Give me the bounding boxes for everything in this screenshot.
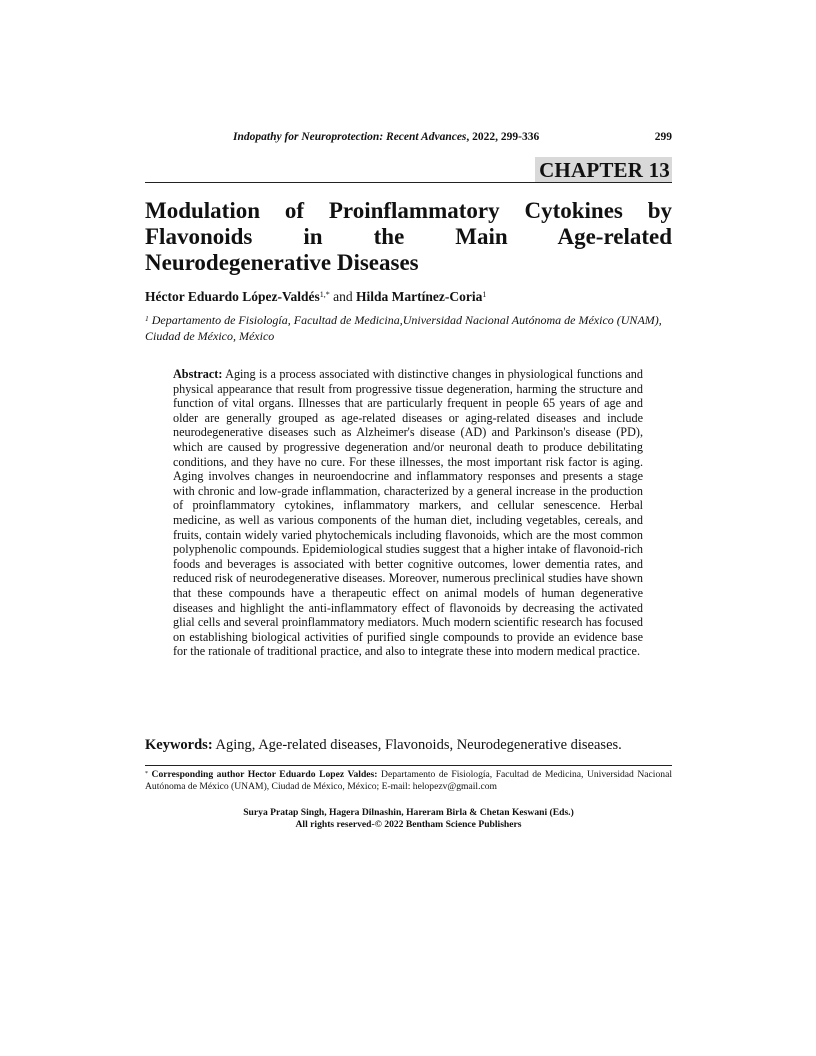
chapter-label: CHAPTER 13 — [535, 157, 672, 182]
journal-year-pages: , 2022, 299-336 — [466, 131, 540, 143]
affiliation-mark: 1 — [145, 314, 149, 323]
chapter-title — [145, 198, 672, 276]
abstract — [173, 367, 643, 659]
abstract-text: Aging is a process associated with distinctive changes in physiological functions and physical appearance that result from progressive tissue degeneration, harming the structure and function of vital organs. Illnesses that are particularly frequent in people 65 years of age and older are generally grouped as age-related diseases or aging-related diseases and include neurodegenerative diseases such as Alzheimer's disease (AD) and Parkinson's disease (PD), which are caused by progressive degeneration and/or neuronal death to produce debilitating conditions, and they have no cure. For these illnesses, the most important risk factor is aging. Aging involves changes in neuroendocrine and inflammatory responses and presents a stage with chronic and low-grade inflammation, characterized by a general increase in the production of proinflammatory cytokines, inflammatory markers, and cellular senescence. Herbal medicine, as well as various components of the human diet, including vegetables, cereals, and fruits, contain widely varied phytochemicals including flavonoids, which are the most common polyphenolic compounds. Epidemiological studies suggest that a higher intake of flavonoid-rich foods and beverages is associated with better cognitive outcomes, lower dementia rates, and reduced risk of neurodegenerative diseases. Moreover, numerous preclinical studies have shown that these compounds have a therapeutic effect on animal models of human degenerative diseases and highlight the anti-inflammatory effect of flavonoids by decreasing the activated glial cells and several proinflammatory mediators. Much modern scientific research has focused on establishing biological activities of purified single compounds to provide an evidence base for the rationale of traditional practice, and also to integrate these into modern medical practice. — [173, 367, 643, 659]
keywords-text: Aging, Age-related diseases, Flavonoids, Neurodegenerative diseases. — [212, 737, 622, 753]
author-conjunction: and — [329, 289, 357, 304]
author-2-affil-mark: 1 — [482, 290, 487, 299]
header-rule — [145, 182, 672, 183]
footnote-label: Corresponding author Hector Eduardo Lopez Valdes: — [148, 769, 378, 780]
author-1: Héctor Eduardo López-Valdés — [145, 289, 320, 304]
journal-title: Indopathy for Neuroprotection: Recent Advances — [233, 131, 467, 143]
author-2: Hilda Martínez-Coria — [356, 289, 483, 304]
publisher-info — [145, 807, 672, 831]
affiliation — [145, 312, 672, 344]
footnote-rule — [145, 765, 672, 766]
title-line-3: Neurodegenerative Diseases — [145, 250, 419, 275]
editors-line: Surya Pratap Singh, Hagera Dilnashin, Hareram Birla & Chetan Keswani (Eds.) — [243, 807, 574, 818]
page-number: 299 — [654, 131, 672, 143]
abstract-label: Abstract: — [173, 367, 223, 381]
affiliation-text: Departamento de Fisiología, Facultad de Medicina,Universidad Nacional Autónoma de México (UNAM), Ciudad de México, México — [145, 313, 662, 343]
corresponding-author-footnote — [145, 769, 672, 794]
author-list — [145, 289, 672, 305]
author-1-affil-mark: 1,* — [319, 290, 330, 299]
footnote-mark: * — [145, 771, 148, 777]
rights-line: All rights reserved-© 2022 Bentham Science Publishers — [295, 819, 522, 830]
footnote-text: Departamento de Fisiología, Facultad de Medicina, Universidad Nacional Autónoma de México (UNAM), Ciudad de México, México; E-mail: helopezv@gmail.com — [145, 769, 672, 793]
title-line-2: Flavonoids in the Main Age-related — [145, 224, 672, 249]
journal-citation — [233, 131, 539, 143]
keywords — [145, 736, 672, 754]
title-line-1: Modulation of Proinflammatory Cytokines by — [145, 198, 672, 223]
keywords-label: Keywords: — [145, 737, 213, 753]
